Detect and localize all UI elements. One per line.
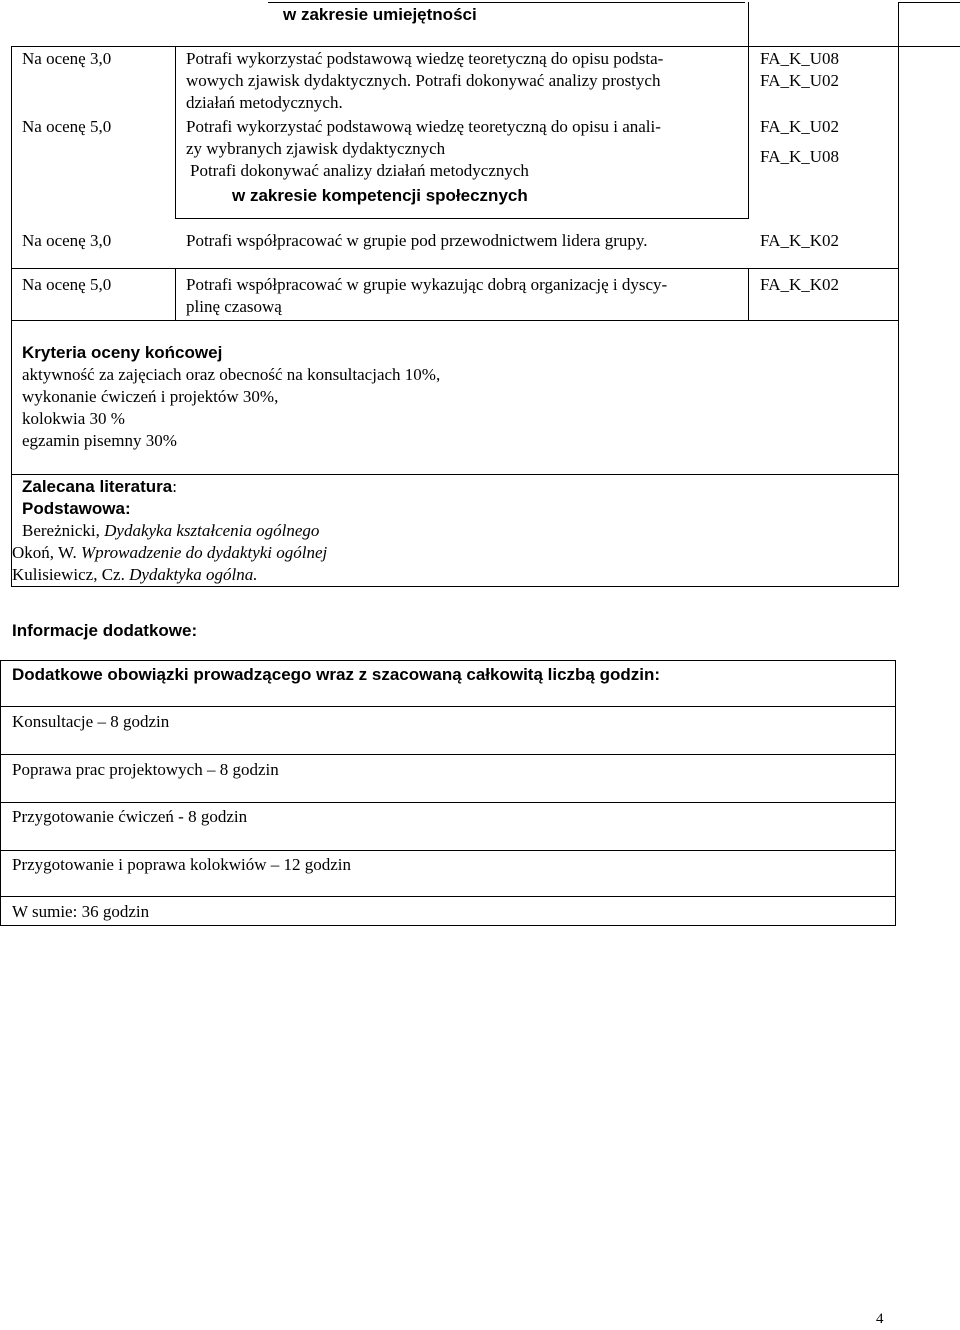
literature-basic-label: Podstawowa: <box>22 499 131 518</box>
skills-code-50-b: FA_K_U08 <box>760 147 840 166</box>
social-code-50: FA_K_K02 <box>760 275 840 294</box>
duties-row: W sumie: 36 godzin <box>12 902 150 921</box>
duties-row-divider <box>0 896 896 897</box>
skills-row-top-border <box>11 46 960 47</box>
table-left-border <box>11 46 12 474</box>
skills-desc-30-line1: Potrafi wykorzystać podstawową wiedzę teoretyczną do opisu podsta- <box>186 49 664 68</box>
duties-row: Przygotowanie i poprawa kolokwiów – 12 godzin <box>12 855 351 874</box>
literature-item <box>12 564 258 586</box>
criteria-title: Kryteria oceny końcowej <box>22 343 223 362</box>
duties-row-divider <box>0 802 896 803</box>
social-row-top-border <box>11 268 899 269</box>
table-top-border-right <box>898 2 960 3</box>
criteria-line: egzamin pisemny 30% <box>22 431 177 450</box>
social-row-bottom-border <box>11 320 899 321</box>
skills-grade-30: Na ocenę 3,0 <box>22 49 112 68</box>
duties-row: Przygotowanie ćwiczeń - 8 godzin <box>12 807 248 826</box>
additional-info-title: Informacje dodatkowe: <box>12 621 198 640</box>
skills-desc-30-line3: działań metodycznych. <box>186 93 343 112</box>
literature-bottom-border <box>11 586 899 587</box>
duties-left-border <box>0 660 1 926</box>
social-col-divider-1 <box>175 268 176 320</box>
page-number: 4 <box>876 1311 884 1327</box>
skills-row-bottom-border <box>175 218 749 219</box>
literature-item <box>22 520 319 542</box>
literature-book-title: Dydaktyka ogólna. <box>129 565 258 584</box>
duties-row: Poprawa prac projektowych – 8 godzin <box>12 760 279 779</box>
literature-title-line <box>22 476 177 498</box>
skills-desc-30-line2: wowych zjawisk dydaktycznych. Potrafi dokonywać analizy prostych <box>186 71 661 90</box>
skills-grade-50: Na ocenę 5,0 <box>22 117 112 136</box>
duties-row-divider <box>0 850 896 851</box>
duties-row-divider <box>0 706 896 707</box>
social-desc-50-line2: plinę czasową <box>186 297 282 316</box>
duties-title: Dodatkowe obowiązki prowadzącego wraz z szacowaną całkowitą liczbą godzin: <box>12 665 661 684</box>
col-divider-3 <box>898 2 899 474</box>
criteria-line: aktywność za zajęciach oraz obecność na konsultacjach 10%, <box>22 365 441 384</box>
literature-author: Bereżnicki, <box>22 521 105 540</box>
col-divider-1 <box>175 46 176 218</box>
literature-title: Zalecana literatura <box>22 477 173 496</box>
duties-row-divider <box>0 754 896 755</box>
skills-code-30-a: FA_K_U08 <box>760 49 840 68</box>
criteria-line: kolokwia 30 % <box>22 409 125 428</box>
literature-right-border <box>898 474 899 586</box>
social-desc-30: Potrafi współpracować w grupie pod przewodnictwem lidera grupy. <box>186 231 648 250</box>
skills-desc-50-line1: Potrafi wykorzystać podstawową wiedzę teoretyczną do opisu i anali- <box>186 117 661 136</box>
social-desc-50-line1: Potrafi współpracować w grupie wykazując dobrą organizację i dyscy- <box>186 275 668 294</box>
skills-header: w zakresie umiejętności <box>283 5 477 24</box>
social-header: w zakresie kompetencji społecznych <box>232 186 528 205</box>
literature-author: Okoń, W. <box>12 543 81 562</box>
literature-author: Kulisiewicz, Cz. <box>12 565 130 584</box>
duties-bottom-border <box>0 925 896 926</box>
criteria-line: wykonanie ćwiczeń i projektów 30%, <box>22 387 279 406</box>
literature-title-colon: : <box>172 477 177 496</box>
duties-top-border <box>0 660 896 661</box>
skills-code-30-b: FA_K_U02 <box>760 71 840 90</box>
skills-desc-50-line3: Potrafi dokonywać analizy działań metodycznych <box>190 161 529 180</box>
col-divider-2 <box>748 2 749 218</box>
literature-book-title: Wprowadzenie do dydaktyki ogólnej <box>80 543 328 562</box>
social-code-30: FA_K_K02 <box>760 231 840 250</box>
duties-row: Konsultacje – 8 godzin <box>12 712 170 731</box>
literature-book-title: Dydakyka kształcenia ogólnego <box>104 521 320 540</box>
criteria-bottom-border <box>11 474 899 475</box>
social-col-divider-2 <box>748 268 749 320</box>
social-grade-50: Na ocenę 5,0 <box>22 275 112 294</box>
skills-desc-50-line2: zy wybranych zjawisk dydaktycznych <box>186 139 446 158</box>
literature-item <box>12 542 327 564</box>
duties-right-border <box>895 660 896 926</box>
social-grade-30: Na ocenę 3,0 <box>22 231 112 250</box>
skills-code-50-a: FA_K_U02 <box>760 117 840 136</box>
table-top-border <box>268 2 745 3</box>
